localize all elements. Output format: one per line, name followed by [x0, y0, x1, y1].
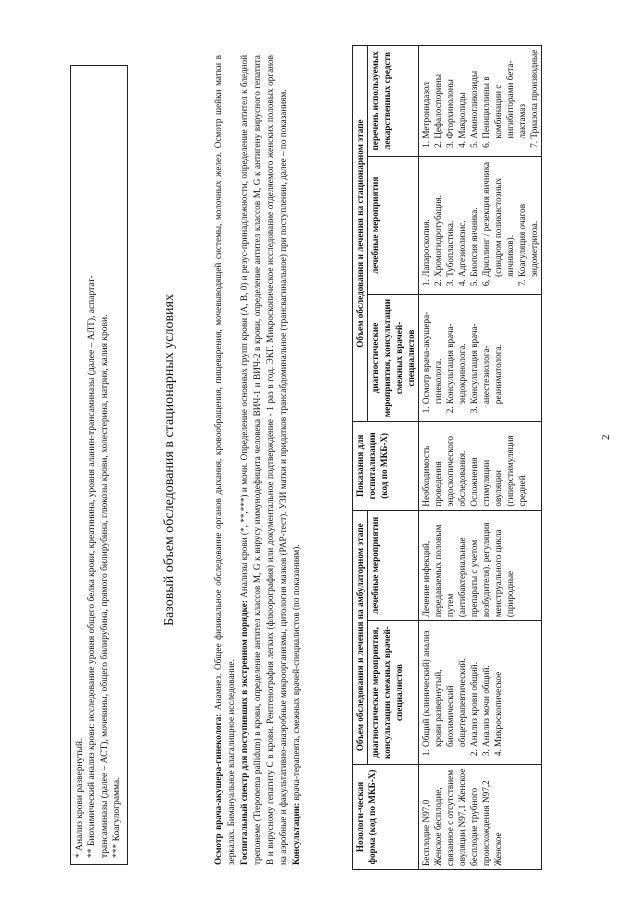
list-item: 1. Лапароскопия.: [420, 160, 432, 277]
list-item: 3. Анализ мочи общий.: [480, 624, 492, 747]
list-item: 2. Цефалоспорины: [432, 49, 444, 139]
footnote-line: *** Коагулограмма.: [112, 777, 123, 858]
footnotes-box: [70, 65, 128, 865]
header-ambulatory: Объем обследования и лечения на амбулаторном этапе: [353, 510, 368, 764]
list-item: 4. Макролиды: [456, 49, 468, 139]
list-item: 1. Метронидазол: [420, 49, 432, 139]
list-item: 2. Консультация врача-эндокринолога.: [444, 298, 468, 404]
header-nosology: Нозологи-ческая форма (код по МКБ-Х): [353, 764, 419, 869]
cell-amb-diag: [419, 621, 542, 765]
footnote-line: трансаминазы (далее – АСТ), мочевины, общего билирубина, прямого билирубина, глюкозы крови, холестерина, натрия, калия крови.: [99, 314, 110, 858]
rotated-page-content: [70, 35, 580, 885]
cell-drugs: [419, 46, 542, 157]
consultations-paragraph: [290, 55, 303, 865]
list-item: 4. Микроскопическое: [492, 624, 504, 747]
list-item: 4. Адгезиолизис.: [456, 160, 468, 277]
list-item: 1. Общий (клинический) анализ крови развернутый, биохимический общетерапевтический.: [420, 624, 468, 747]
cell-nosology: Бесплодие N97,0 Женское бесплодие, связанное с отсутствием овуляции N97,1 Женское бесплодие трубного происхождения N97,2 Женское: [419, 764, 542, 869]
cell-st-diag: [419, 294, 542, 421]
table-header-row: [353, 46, 368, 870]
list-item: 6. Пенициллины в комбинации с ингибиторами бета-лактамаз: [480, 49, 528, 139]
consultations-label: Консультации:: [291, 802, 301, 865]
list-item: 2. Хромогидротубация.: [432, 160, 444, 277]
hospital-spectrum-label: Госпитальный спектр для поступивших в экстренном порядке:: [239, 600, 249, 865]
list-item: 7. Коагуляция очагов эндометриоза.: [516, 160, 540, 277]
header-drugs: перечень используемых лекарственных средств: [368, 46, 419, 157]
list-item: 5. Аминогликозиды: [468, 49, 480, 139]
exam-paragraph: [212, 55, 238, 865]
footnote-line: ** Биохимический анализ крови: исследование уровня общего белка крови, креатинина, уровня аланин-трансаминазы (далее – АЛТ), аспартат-: [87, 275, 98, 858]
header-ambulatory-diag: диагностические мероприятия, консультации смежных врачей-специалистов: [368, 621, 419, 765]
footnote-line: * Анализ крови развернутый.: [75, 738, 85, 858]
cell-amb-treat: Лечение инфекций, передаваемых половым путем (антибактериальные препараты с учетом возбудителя). регуляция менструального цикла (природные: [419, 510, 542, 621]
list-item: 2. Анализ крови общий.: [468, 624, 480, 747]
protocol-table: [352, 45, 542, 870]
list-item: 3. Тубопластика.: [444, 160, 456, 277]
hospital-spectrum-text: Анализы крови (*, **,***) и мочи. Определение основных групп крови (А, В, 0) и резус-принадлежности, определение антител к бледной трепонеме (Treponema pallidum) в крови, определение антител классов M, G к вирусу иммунодефицита человека ВИЧ-1 и ВИЧ-2 в крови, определение антител классов M, G к антигену вирусного гепатита В и вирусному гепатиту С в крови. Рентгенография легких (флюорография) или документальное подтверждение - 1 раз в год. ЭКГ. Микроскопическое исследование отделяемого женских половых органов на аэробные и факультативно-анаэробные микроорганизмы, цитология мазков (PAP-тест). УЗИ матки и придатков трансабдоминальное (трансвагинальное) при поступлении, далее – по показаниям.: [239, 54, 288, 865]
list-item: 1. Осмотр врача-акушера-гинеколога.: [420, 298, 444, 404]
exam-label: Осмотр врача-акушера-гинеколога:: [213, 713, 223, 865]
list-item: 5. Биопсия яичника.: [468, 160, 480, 277]
header-stationary-treat: лечебные мероприятия: [368, 156, 419, 294]
section-title: Базовый объем обследования в стационарных условиях: [162, 294, 177, 626]
consultations-text: врача-терапевта, смежных врачей-специалистов (по показаниям).: [291, 544, 301, 803]
page-number: 2: [600, 434, 612, 440]
header-stationary-diag: диагностические мероприятия, консультации смежных врачей-специалистов: [368, 294, 419, 421]
header-indications: Показания для госпитализации (код по МКБ-Х): [353, 422, 419, 510]
list-item: 6. Дриллинг / резекция яичника (синдром поликистозных яичников).: [480, 160, 516, 277]
list-item: 3. Консультация врача-анестезиолога-реаниматолога.: [468, 298, 504, 404]
list-item: 3. Фторхинолоны: [444, 49, 456, 139]
intro-text: [212, 55, 303, 865]
table-row: [419, 46, 542, 870]
hospital-spectrum-paragraph: [238, 55, 290, 865]
header-ambulatory-treat: лечебные мероприятия: [368, 510, 419, 621]
list-item: 7. Триазола производные: [528, 49, 540, 139]
exam-text: Анамнез. Общее физикальное обследование органов дыхания, кровообращения, пищеварения, мочевыводящей системы, молочных желез. Осмотр шейки матки в зеркалах. Бимануальное влагалищное исследование.: [213, 55, 236, 865]
header-stationary: Объем обследования и лечения на стационарном этапе: [353, 46, 368, 422]
cell-indications: Необходимость проведения эндоскопического обследования. Осложнения стимуляции овуляции (гиперстимуляция средней: [419, 422, 542, 510]
cell-st-treat: [419, 156, 542, 294]
